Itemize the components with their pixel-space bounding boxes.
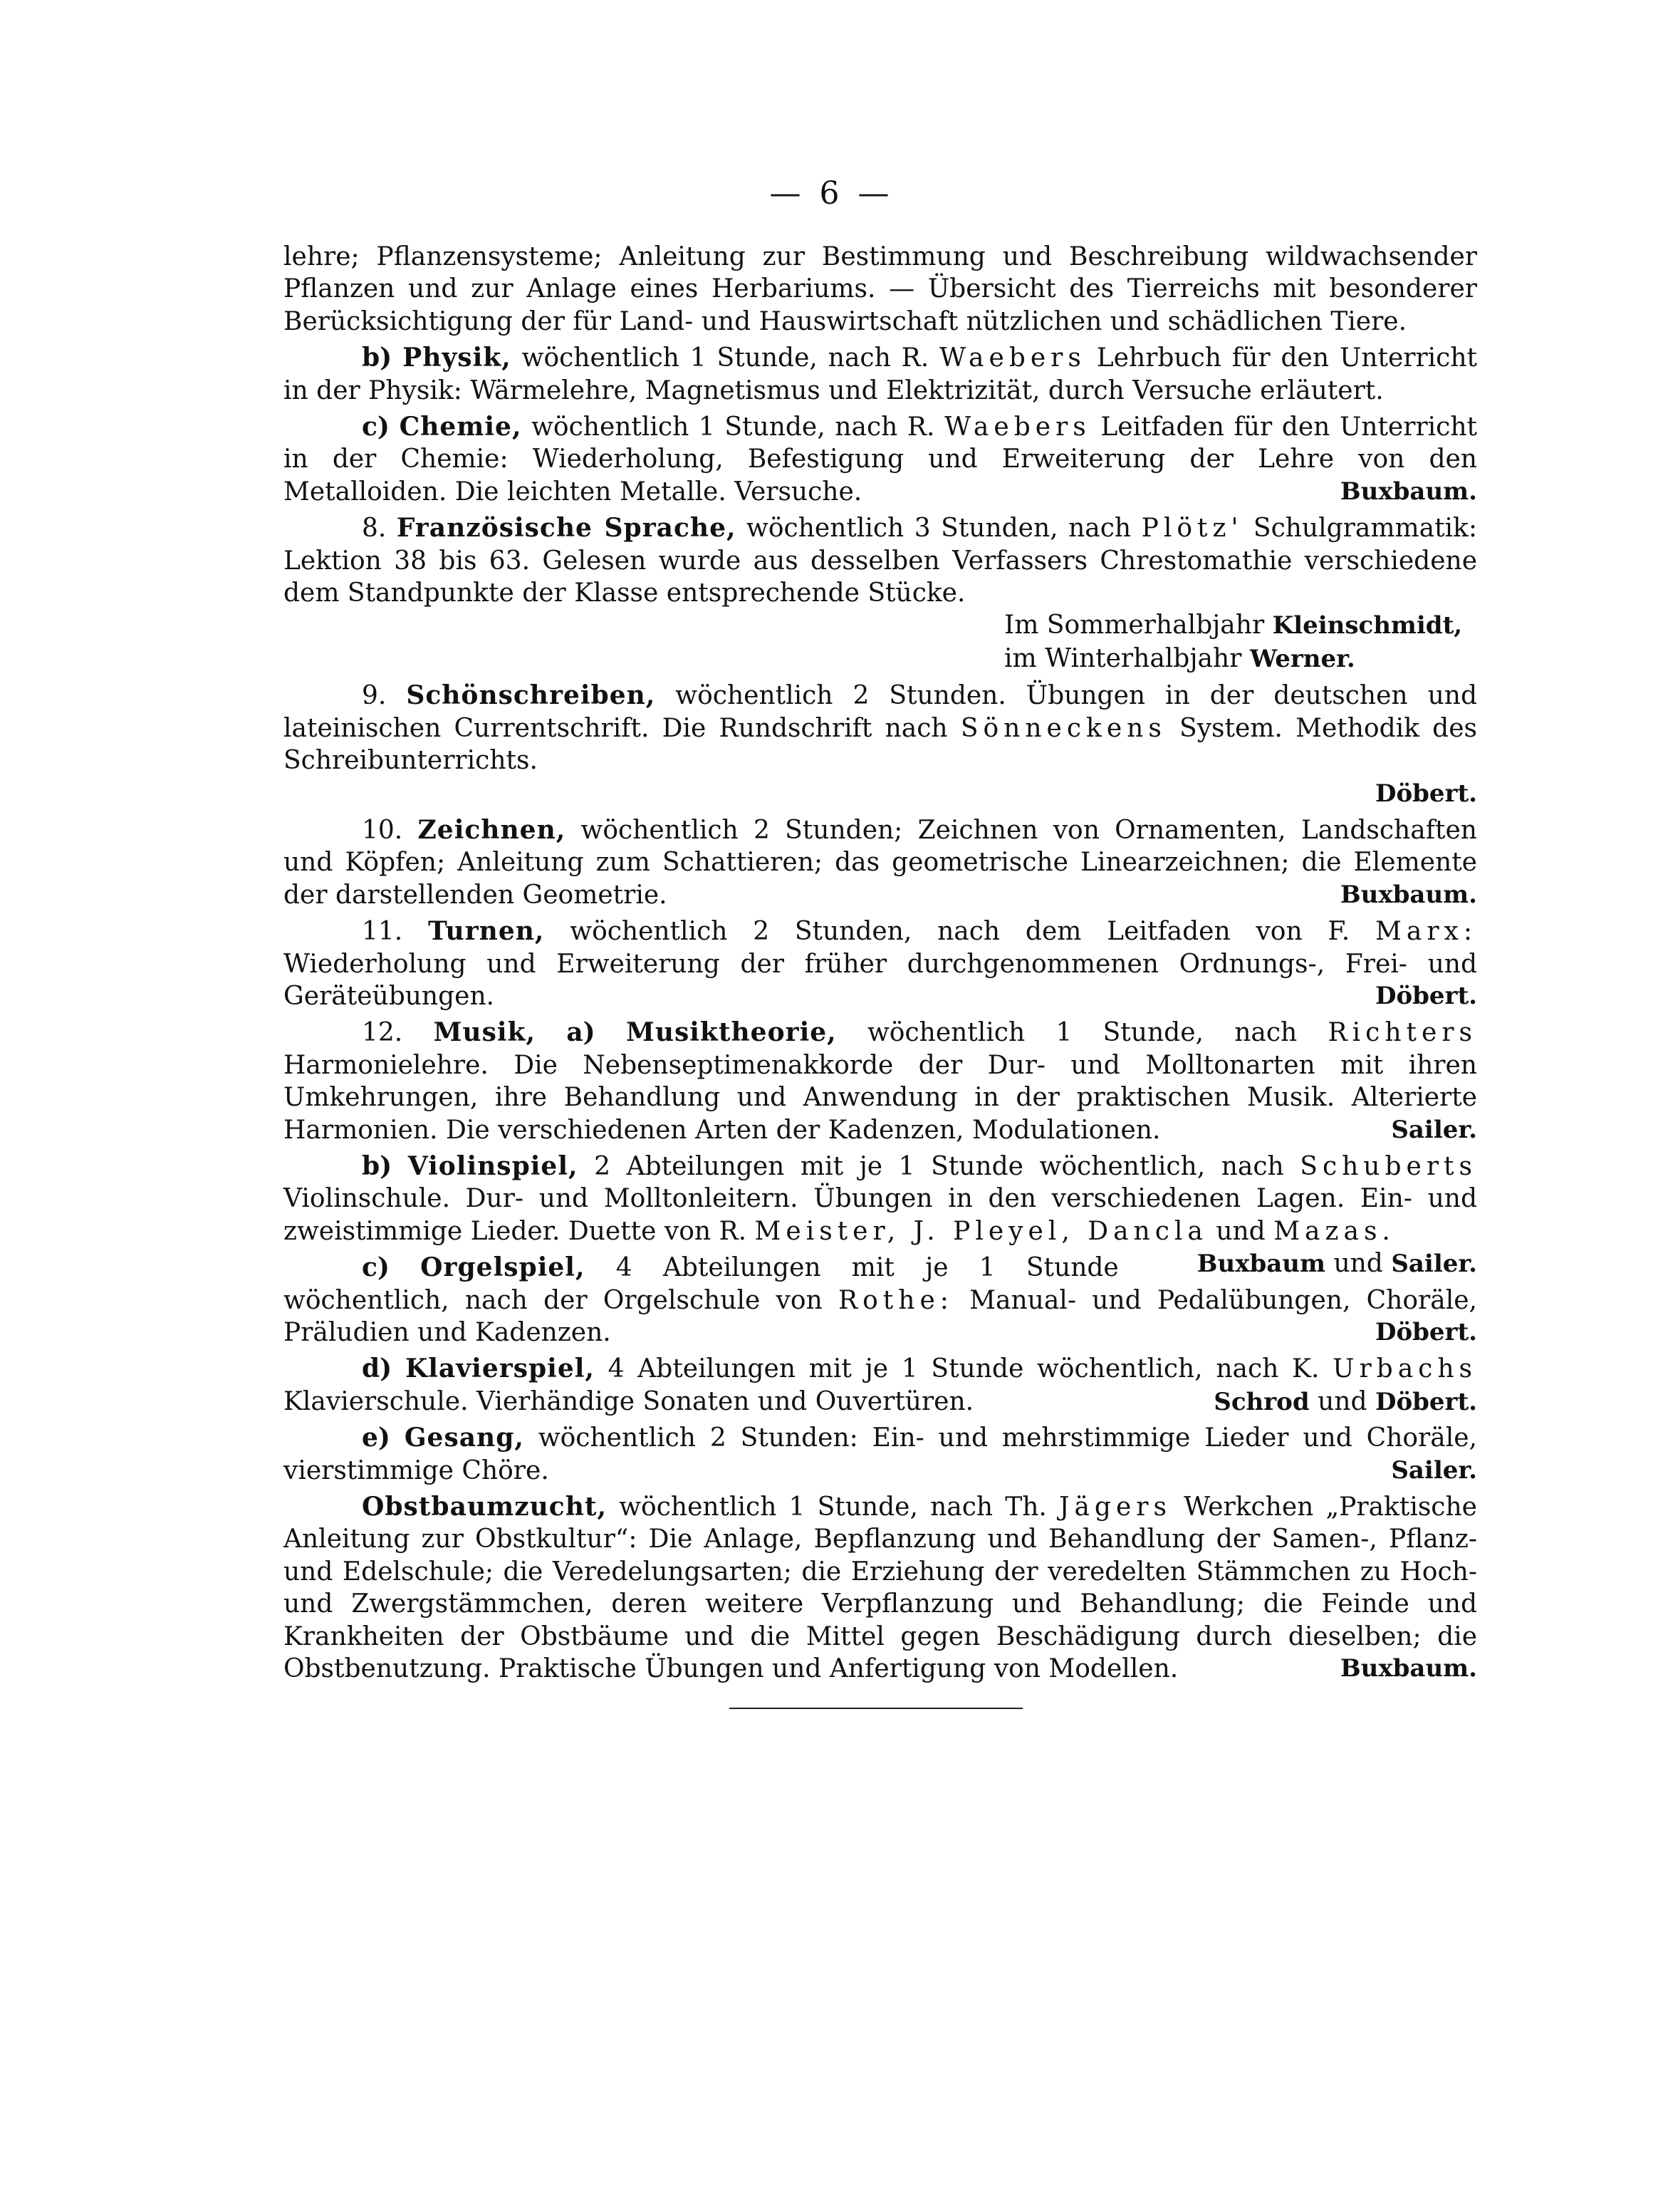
turnen-text-a: wöchentlich 2 Stunden, nach dem Leitfaden von F. [570, 917, 1350, 947]
violinspiel-author: Schuberts [1300, 1151, 1477, 1181]
physik-author: Waebers [939, 343, 1086, 373]
franzoesisch-teacher-1-text: Im Sommerhalbjahr [1004, 611, 1265, 640]
zeichnen-title: Zeichnen, [417, 814, 566, 845]
klavierspiel-author: Urbachs [1333, 1354, 1478, 1384]
paragraph-musik [283, 1017, 1477, 1146]
franzoesisch-teacher-2-text: im Winterhalbjahr [1004, 643, 1242, 673]
klavierspiel-label: d) [362, 1354, 392, 1384]
orgelspiel-text-a: 4 Abteilungen mit je 1 Stunde wöchentlich, nach der Orgelschule von [283, 1253, 1119, 1315]
physik-title: Physik, [402, 343, 511, 373]
paragraph-gesang [283, 1422, 1477, 1487]
violinspiel-author-3: Mazas. [1273, 1216, 1395, 1246]
violinspiel-title: Violinspiel, [407, 1151, 578, 1181]
musik-teacher: Sailer. [1391, 1115, 1477, 1144]
musik-subtitle: Musiktheorie, [625, 1017, 837, 1048]
chemie-author: Waebers [944, 412, 1091, 442]
schoenschreiben-teacher: Döbert. [1375, 779, 1477, 808]
musik-text-a: wöchentlich 1 Stunde, nach [867, 1018, 1298, 1048]
chemie-text-b: Leitfaden für den Unterricht in der Chemie: Wiederholung, Befestigung und Erweiterung der Lehre von den Metalloiden. Die leichten Metalle. Versuche. [283, 412, 1477, 507]
chemie-text-a: wöchentlich 1 Stunde, nach R. [531, 412, 935, 442]
klavierspiel-teacher-and: und [1318, 1386, 1367, 1416]
gesang-label: e) [362, 1423, 390, 1453]
violinspiel-text-b: Violinschule. Dur- und Molltonleitern. Übungen in den verschiedenen Lagen. Ein- und zweistimmige Lieder. Duette von R. [283, 1184, 1477, 1246]
franzoesisch-text-a: wöchentlich 3 Stunden, nach [746, 514, 1132, 544]
turnen-author: Marx: [1375, 917, 1477, 947]
physik-text-b: Lehrbuch für den Unterricht in der Physik: Wärmelehre, Magnetismus und Elektrizität, durch Versuche erläutert. [283, 343, 1477, 405]
turnen-title: Turnen, [428, 916, 545, 947]
franzoesisch-teacher-line-1 [283, 609, 1477, 642]
obstbaumzucht-title: Obstbaumzucht, [362, 1492, 608, 1522]
obstbaumzucht-text-a: wöchentlich 1 Stunde, nach Th. [619, 1492, 1047, 1522]
franzoesisch-teacher-1-name: Kleinschmidt, [1272, 611, 1463, 640]
paragraph-schoenschreiben [283, 680, 1477, 777]
franzoesisch-teacher-2-name: Werner. [1249, 644, 1355, 673]
turnen-num: 11. [362, 917, 403, 947]
page-number: — 6 — [769, 175, 894, 212]
orgelspiel-teacher: Döbert. [1375, 1318, 1477, 1346]
violinspiel-text-a: 2 Abteilungen mit je 1 Stunde wöchentlich, nach [594, 1151, 1284, 1181]
schoenschreiben-text-b: System. Methodik des Schreibunterrichts. [283, 713, 1477, 776]
orgelspiel-text-b: Manual- und Pedalübungen, Choräle, Präludien und Kadenzen. [283, 1285, 1477, 1347]
paragraph-chemie [283, 411, 1477, 508]
closing-divider [729, 1708, 1023, 1709]
paragraph-klavierspiel [283, 1353, 1477, 1418]
paragraph-physik [283, 342, 1477, 407]
turnen-text-b: Wiederholung und Erweiterung der früher durchgenommenen Ordnungs-, Frei- und Geräteübungen. [283, 949, 1477, 1011]
orgelspiel-author: Rothe: [838, 1285, 954, 1315]
franzoesisch-author: Plötz' [1141, 514, 1244, 544]
gesang-teacher: Sailer. [1391, 1455, 1477, 1485]
musik-title: Musik, [433, 1017, 536, 1048]
musik-author: Richters [1328, 1018, 1477, 1048]
schoenschreiben-teacher-line [283, 777, 1477, 810]
klavierspiel-teacher-2: Döbert. [1375, 1387, 1477, 1416]
schoenschreiben-num: 9. [362, 681, 387, 711]
zeichnen-text: wöchentlich 2 Stunden; Zeichnen von Ornamenten, Landschaften und Köpfen; Anleitung zum Schattieren; das geometrische Linearzeichnen; die Elemente der darstellenden Geometrie. [283, 815, 1477, 910]
turnen-teacher: Döbert. [1375, 981, 1477, 1010]
botanik-text: lehre; Pflanzensysteme; Anleitung zur Bestimmung und Beschreibung wildwachsender Pflanzen und zur Anlage eines Herbariums. — Übersicht des Tierreichs mit besonderer Berücksichtigung der für Land- und Hauswirtschaft nützlichen und schädlichen Tiere. [283, 242, 1477, 336]
chemie-label: c) [362, 412, 390, 442]
musik-label: a) [566, 1017, 595, 1048]
klavierspiel-teacher: Schrod [1214, 1387, 1310, 1416]
musik-text-b: Harmonielehre. Die Nebenseptimenakkorde der Dur- und Molltonarten mit ihren Umkehrungen, ihre Behandlung und Anwendung in der praktischen Musik. Alterierte Harmonien. Die verschiedenen Arten der Kadenzen, Modulationen. [283, 1050, 1477, 1145]
violinspiel-teacher-and: und [1333, 1249, 1383, 1279]
orgelspiel-label: c) [362, 1252, 390, 1283]
body-text [283, 241, 1477, 1685]
obstbaumzucht-teacher: Buxbaum. [1340, 1654, 1477, 1683]
obstbaumzucht-text-b: Werkchen „Praktische Anleitung zur Obstkultur“: Die Anlage, Bepflanzung und Behandlung der Samen-, Pflanz- und Edelschule; die Veredelungsarten; die Erziehung der veredelten Stämmchen zu Hoch- und Zwergstämmchen, deren weitere Verpflanzung und Behandlung; die Feinde und Krankheiten der Obstbäume und die Mittel gegen Beschädigung durch dieselben; die Obstbenutzung. Praktische Übungen und Anfertigung von Modellen. [283, 1492, 1477, 1684]
obstbaumzucht-author: Jägers [1059, 1492, 1172, 1522]
orgelspiel-title: Orgelspiel, [420, 1252, 585, 1283]
klavierspiel-text-a: 4 Abteilungen mit je 1 Stunde wöchentlich, nach K. [608, 1354, 1320, 1384]
franzoesisch-title: Französische Sprache, [396, 513, 736, 544]
chemie-teacher: Buxbaum. [1340, 477, 1477, 506]
violinspiel-author-2: Meister, J. Pleyel, Dancla [754, 1216, 1208, 1246]
paragraph-obstbaumzucht [283, 1491, 1477, 1685]
franzoesisch-teacher-line-2 [283, 643, 1477, 675]
franzoesisch-text-b: Schulgrammatik: Lektion 38 bis 63. Gelesen wurde aus desselben Verfassers Chrestomathie verschiedene dem Standpunkte der Klasse entsprechende Stücke. [283, 514, 1477, 608]
klavierspiel-teachers [1135, 1386, 1477, 1418]
schoenschreiben-title: Schönschreiben, [406, 680, 656, 711]
physik-text-a: wöchentlich 1 Stunde, nach R. [521, 343, 929, 373]
zeichnen-teacher: Buxbaum. [1340, 880, 1477, 909]
violinspiel-teachers [1119, 1247, 1477, 1280]
schoenschreiben-author: Sönneckens [960, 713, 1167, 743]
gesang-title: Gesang, [404, 1423, 524, 1453]
klavierspiel-title: Klavierspiel, [405, 1354, 595, 1384]
violinspiel-label: b) [362, 1151, 392, 1181]
paragraph-botanik [283, 241, 1477, 338]
franzoesisch-num: 8. [362, 514, 387, 544]
chemie-title: Chemie, [399, 412, 522, 442]
physik-label: b) [362, 343, 392, 373]
gesang-text: wöchentlich 2 Stunden: Ein- und mehrstimmige Lieder und Choräle, vierstimmige Chöre. [283, 1423, 1477, 1485]
violinspiel-teacher-2: Sailer. [1391, 1250, 1477, 1279]
violinspiel-text-c: und [1216, 1216, 1266, 1246]
violinspiel-teacher: Buxbaum [1197, 1250, 1325, 1279]
klavierspiel-text-b: Klavierschule. Vierhändige Sonaten und Ouvertüren. [283, 1386, 974, 1416]
musik-num: 12. [362, 1018, 403, 1048]
paragraph-franzoesisch [283, 512, 1477, 609]
paragraph-zeichnen [283, 814, 1477, 911]
zeichnen-num: 10. [362, 815, 403, 845]
schoenschreiben-text-a: wöchentlich 2 Stunden. Übungen in der deutschen und lateinischen Currentschrift. Die Rundschrift nach [283, 681, 1477, 743]
paragraph-turnen [283, 915, 1477, 1012]
